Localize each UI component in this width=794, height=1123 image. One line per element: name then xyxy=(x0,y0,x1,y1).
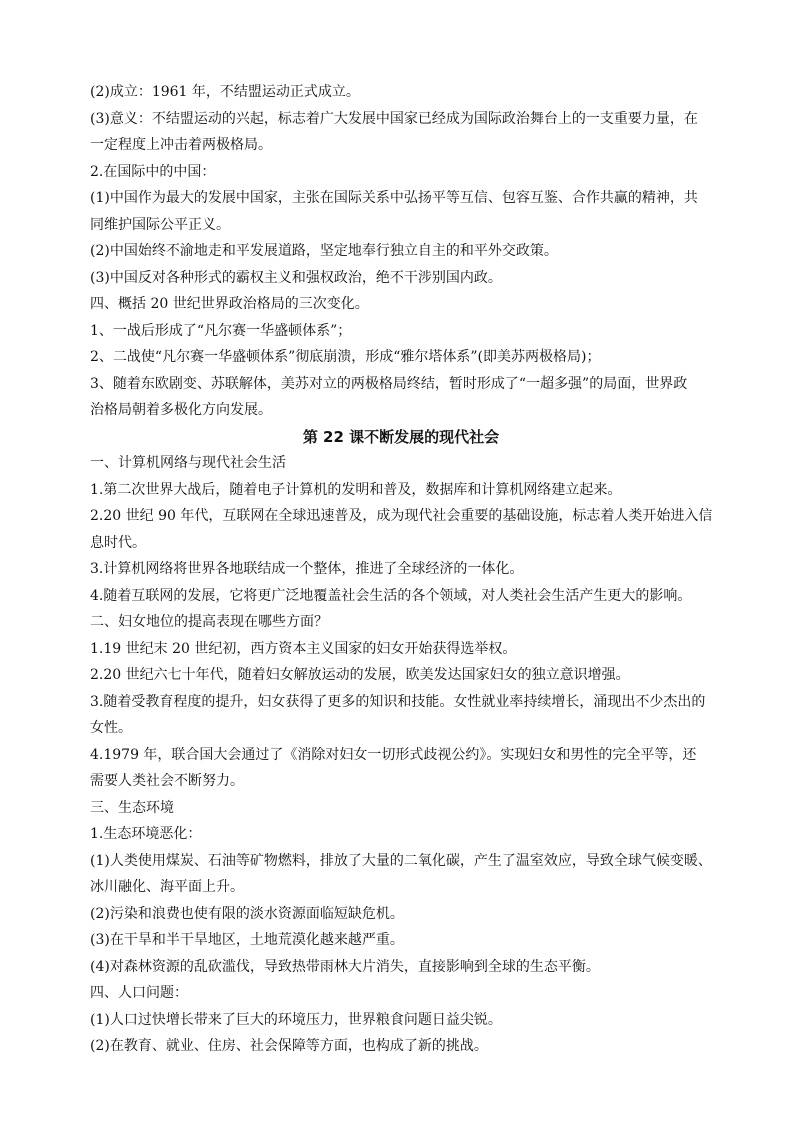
text-line: (1)中国作为最大的发展中国家，主张在国际关系中弘扬平等互信、包容互鉴、合作共赢的精神，共 xyxy=(90,190,698,206)
text-line: 4.1979 年，联合国大会通过了《消除对妇女一切形式歧视公约》。实现妇女和男性的完全平等，还 xyxy=(90,746,697,763)
text-line: 3.随着受教育程度的提升，妇女获得了更多的知识和技能。女性就业率持续增长，涌现出不少杰出的 xyxy=(90,693,706,710)
text-line: 一定程度上冲击着两极格局。 xyxy=(90,137,272,153)
text-line: 四、概括 20 世纪世界政治格局的三次变化。 xyxy=(90,296,369,312)
text-line: 2.20 世纪 90 年代，互联网在全球迅速普及，成为现代社会重要的基础设施，标志着人类开始进入信 xyxy=(90,508,712,524)
text-line: 冰川融化、海平面上升。 xyxy=(90,879,244,895)
text-line: 1.19 世纪末 20 世纪初，西方资本主义国家的妇女开始获得选举权。 xyxy=(90,640,517,657)
text-line: (2)在教育、就业、住房、社会保障等方面，也构成了新的挑战。 xyxy=(90,1038,488,1054)
text-line: 需要人类社会不断努力。 xyxy=(90,773,244,789)
text-line: 2.在国际中的中国： xyxy=(90,163,216,180)
text-line: (3)中国反对各种形式的霸权主义和强权政治，绝不干涉别国内政。 xyxy=(90,269,502,286)
text-line: (2)污染和浪费也使有限的淡水资源面临短缺危机。 xyxy=(90,905,404,922)
text-line: 四、人口问题： xyxy=(90,985,188,1001)
text-line: 1、一战后形成了“凡尔赛一华盛顿体系”； xyxy=(90,322,352,339)
text-line: (1)人口过快增长带来了巨大的环境压力，世界粮食问题日益尖锐。 xyxy=(90,1011,502,1028)
text-line: 1.生态环境恶化： xyxy=(90,826,202,842)
text-line: 3、随着东欧剧变、苏联解体，美苏对立的两极格局终结，暂时形成了“一超多强”的局面，世界政 xyxy=(90,375,688,392)
lesson-title: 第 22 课不断发展的现代社会 xyxy=(302,427,500,446)
text-line: 女性。 xyxy=(90,720,132,736)
text-line: (3)在干旱和半干旱地区，土地荒漠化越来越严重。 xyxy=(90,932,404,948)
text-line: (4)对森林资源的乱砍滥伐，导致热带雨林大片消失，直接影响到全球的生态平衡。 xyxy=(90,958,600,975)
text-line: 一、计算机网络与现代社会生活 xyxy=(90,455,286,471)
text-line: 同维护国际公平正义。 xyxy=(90,216,230,233)
text-line: 2.20 世纪六七十年代，随着妇女解放运动的发展，欧美发达国家妇女的独立意识增强。 xyxy=(90,667,630,683)
text-line: (3)意义：不结盟运动的兴起，标志着广大发展中国家已经成为国际政治舞台上的一支重要力量，在 xyxy=(90,110,698,127)
text-line: 3.计算机网络将世界各地联结成一个整体，推进了全球经济的一体化。 xyxy=(90,561,524,577)
text-line: 三、生态环境 xyxy=(90,799,174,816)
text-line: 4.随着互联网的发展，它将更广泛地覆盖社会生活的各个领域，对人类社会生活产生更大的影响。 xyxy=(90,587,692,604)
document-page xyxy=(90,79,712,1060)
text-line: 二、妇女地位的提高表现在哪些方面？ xyxy=(90,614,328,630)
text-line: 治格局朝着多极化方向发展。 xyxy=(90,402,272,418)
text-line: 2、二战使“凡尔赛一华盛顿体系”彻底崩溃，形成“雅尔塔体系”(即美苏两极格局)； xyxy=(90,349,601,365)
text-line: 1.第二次世界大战后，随着电子计算机的发明和普及，数据库和计算机网络建立起来。 xyxy=(90,481,622,498)
text-line: 息时代。 xyxy=(90,534,146,551)
text-line: (2)中国始终不渝地走和平发展道路，坚定地奉行独立自主的和平外交政策。 xyxy=(90,243,558,259)
text-line: (2)成立：1961 年，不结盟运动正式成立。 xyxy=(90,84,360,100)
text-line: (1)人类使用煤炭、石油等矿物燃料，排放了大量的二氧化碳，产生了温室效应，导致全球气候变暖、 xyxy=(90,852,712,869)
